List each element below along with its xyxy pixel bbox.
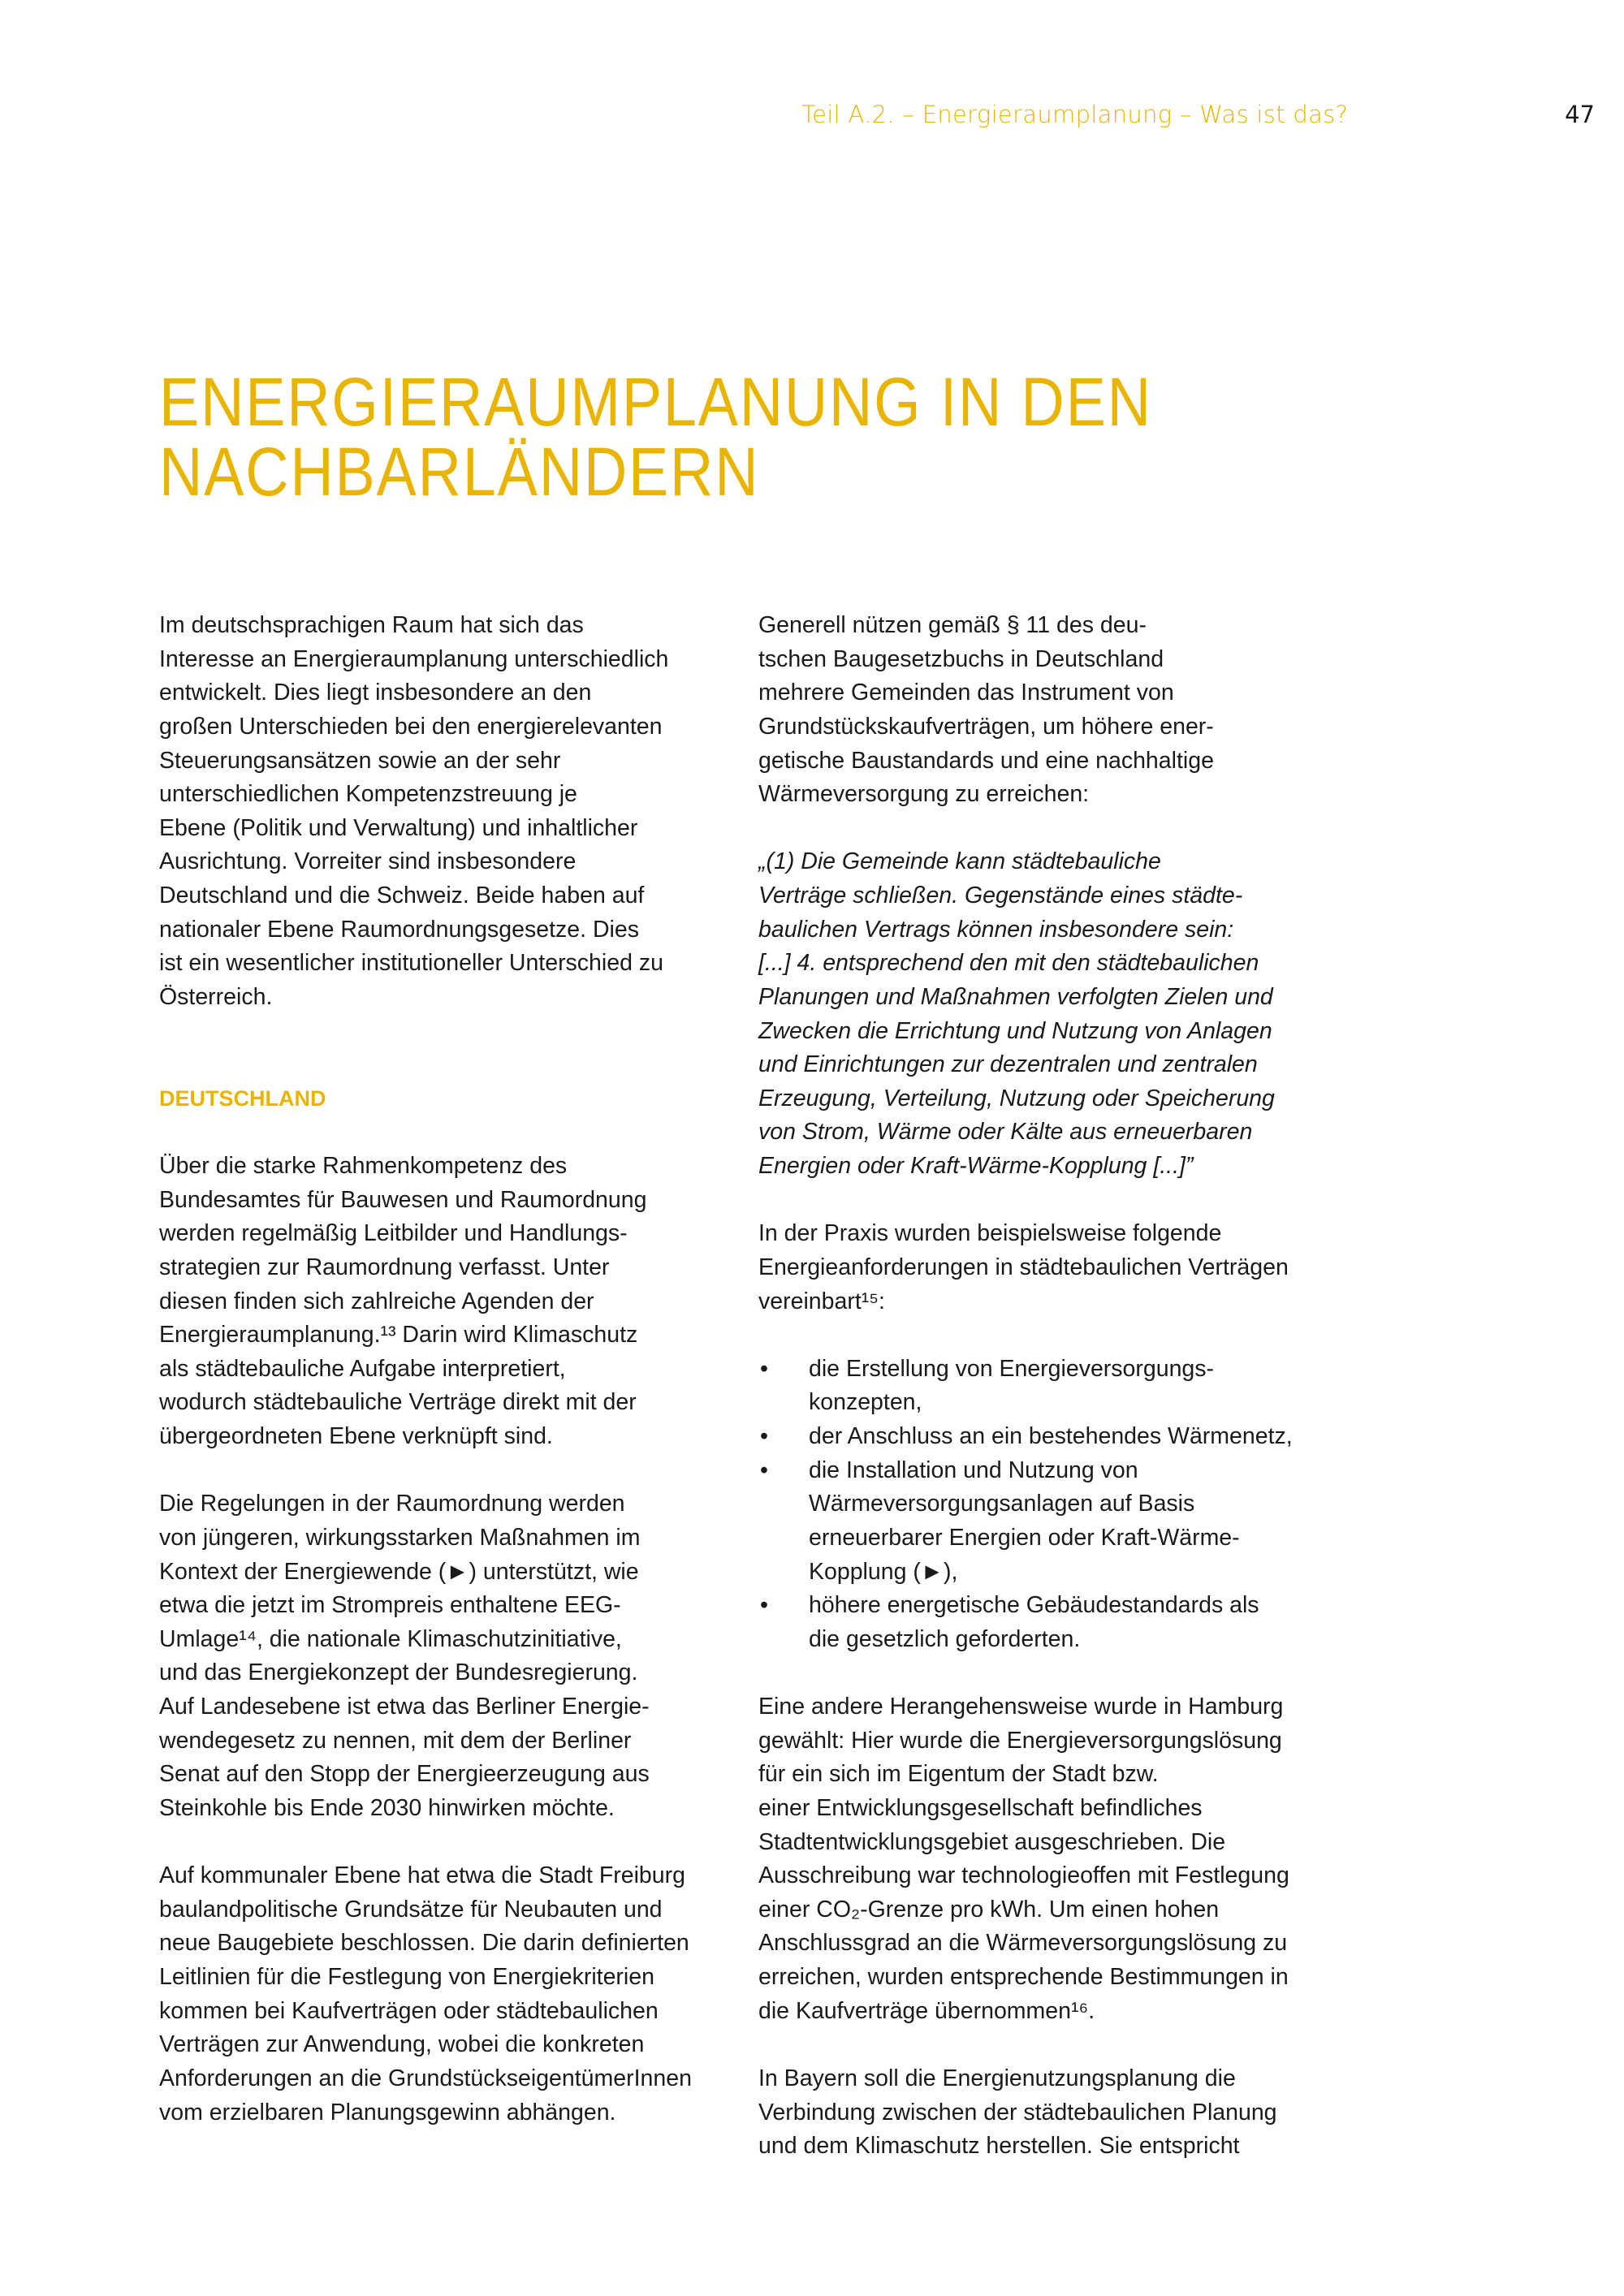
bullet-item: [758, 1420, 1343, 1454]
bullet-line-text: Wärmeversorgungsanlagen auf Basis: [809, 1491, 1195, 1517]
bullet-item: [758, 1353, 1343, 1420]
paragraph: [758, 609, 1343, 812]
paragraph: [159, 1859, 728, 2130]
right-column: [758, 609, 1343, 2164]
spacer: [159, 1116, 728, 1150]
text-line: etwa die jetzt im Strompreis enthaltene EEG-: [159, 1592, 621, 1619]
text-line: Interesse an Energieraumplanung unterschiedlich: [159, 645, 669, 672]
text-line: und dem Klimaschutz herstellen. Sie entspricht: [758, 2133, 1240, 2160]
text-line: Österreich.: [159, 983, 273, 1010]
text-line: tschen Baugesetzbuchs in Deutschland: [758, 645, 1164, 672]
text-line: nationaler Ebene Raumordnungsgesetze. Dies: [159, 916, 639, 943]
bullet-text: der Anschluss an ein bestehendes Wärmenetz,: [809, 1423, 1293, 1449]
text-line: In Bayern soll die Energienutzungsplanung die: [758, 2065, 1236, 2091]
text-line: Verbindung zwischen der städtebaulichen Planung: [758, 2099, 1277, 2126]
spacer: [159, 1826, 728, 1860]
text-line: unterschiedlichen Kompetenzstreuung je: [159, 781, 577, 808]
text-line: baulandpolitische Grundsätze für Neubauten und: [159, 1896, 663, 1923]
paragraph: [758, 1690, 1343, 2028]
text-line: baulichen Vertrags können insbesondere sein:: [758, 916, 1234, 943]
text-line: Zwecken die Errichtung und Nutzung von Anlagen: [758, 1017, 1272, 1044]
running-head: Teil A.2. – Energieraumplanung – Was ist das?: [801, 101, 1349, 128]
paragraph: [159, 1150, 728, 1454]
page-title: [159, 364, 1152, 510]
paragraph: [758, 1217, 1343, 1318]
bullet-list: [758, 1353, 1343, 1657]
text-line: einer Entwicklungsgesellschaft befindliches: [758, 1794, 1203, 1821]
text-line: Erzeugung, Verteilung, Nutzung oder Speicherung: [758, 1085, 1275, 1111]
bullet-icon: •: [760, 1457, 768, 1483]
bullet-icon: •: [760, 1592, 768, 1619]
bullet-item: [758, 1454, 1343, 1590]
bullet-line-text: erneuerbarer Energien oder Kraft-Wärme-: [809, 1524, 1240, 1551]
text-line: Energieraumplanung.¹³ Darin wird Klimaschutz: [159, 1322, 638, 1349]
text-line: mehrere Gemeinden das Instrument von: [758, 680, 1174, 706]
text-line: für ein sich im Eigentum der Stadt bzw.: [758, 1761, 1159, 1788]
text-line: vereinbart¹⁵:: [758, 1288, 885, 1314]
spacer: [758, 1656, 1343, 1690]
text-line: Wärmeversorgung zu erreichen:: [758, 781, 1090, 808]
bullet-line-text: Kopplung (►),: [809, 1558, 958, 1585]
text-line: Senat auf den Stopp der Energieerzeugung aus: [159, 1761, 650, 1788]
text-line: werden regelmäßig Leitbilder und Handlungs-: [159, 1220, 628, 1247]
bullet-line-text: [758, 1353, 1343, 1387]
text-line: Ausrichtung. Vorreiter sind insbesondere: [159, 848, 577, 875]
text-line: Stadtentwicklungsgebiet ausgeschrieben. Die: [758, 1828, 1226, 1855]
text-line: wendegesetz zu nennen, mit dem der Berliner: [159, 1727, 632, 1754]
page-number: 47: [1565, 101, 1595, 128]
text-line: und das Energiekonzept der Bundesregierung.: [159, 1659, 638, 1686]
text-line: entwickelt. Dies liegt insbesondere an den: [159, 680, 592, 706]
text-line: einer CO₂-Grenze pro kWh. Um einen hohen: [758, 1896, 1220, 1923]
text-line: Die Regelungen in der Raumordnung werden: [159, 1491, 625, 1517]
bullet-line-text: [758, 1454, 1343, 1488]
text-line: Steuerungsansätzen sowie an der sehr: [159, 747, 561, 774]
text-line: Ausschreibung war technologieoffen mit Festlegung: [758, 1862, 1289, 1889]
text-line: Energieanforderungen in städtebaulichen Verträgen: [758, 1254, 1289, 1280]
text-line: Anschlussgrad an die Wärmeversorgungslösung zu: [758, 1930, 1288, 1957]
law-quote: [758, 845, 1343, 1183]
text-line: Auf kommunaler Ebene hat etwa die Stadt Freiburg: [159, 1862, 685, 1889]
bullet-text: die Installation und Nutzung von: [809, 1457, 1138, 1483]
text-line: [...] 4. entsprechend den mit den städtebaulichen: [758, 950, 1259, 977]
text-line: strategien zur Raumordnung verfasst. Unter: [159, 1254, 610, 1280]
text-line: getische Baustandards und eine nachhaltige: [758, 747, 1214, 774]
text-line: erreichen, wurden entsprechende Bestimmungen in: [758, 1964, 1289, 1990]
spacer: [159, 1048, 728, 1082]
bullet-icon: •: [760, 1423, 768, 1449]
bullet-item: [758, 1589, 1343, 1656]
text-line: Verträgen zur Anwendung, wobei die konkreten: [159, 2031, 645, 2058]
text-line: Planungen und Maßnahmen verfolgten Zielen und: [758, 983, 1273, 1010]
text-line: Grundstückskaufverträgen, um höhere ener-: [758, 713, 1214, 740]
text-line: Steinkohle bis Ende 2030 hinwirken möchte.: [159, 1794, 615, 1821]
bullet-line-text: [758, 1420, 1343, 1454]
text-line: Im deutschsprachigen Raum hat sich das: [159, 612, 584, 638]
text-line: Auf Landesebene ist etwa das Berliner Energie-: [159, 1694, 650, 1720]
left-column: [159, 609, 728, 2130]
text-line: als städtebauliche Aufgabe interpretiert,: [159, 1355, 566, 1382]
text-line: diesen finden sich zahlreiche Agenden der: [159, 1288, 594, 1314]
title-line: ENERGIERAUMPLANUNG IN DEN: [159, 364, 1152, 440]
text-line: Bundesamtes für Bauwesen und Raumordnung: [159, 1186, 647, 1213]
spacer: [758, 2028, 1343, 2062]
text-line: „(1) Die Gemeinde kann städtebauliche: [758, 848, 1161, 875]
section-heading: [159, 1082, 728, 1116]
text-line: Deutschland und die Schweiz. Beide haben auf: [159, 883, 645, 908]
spacer: [758, 1184, 1343, 1218]
text-line: übergeordneten Ebene verknüpft sind.: [159, 1423, 553, 1449]
bullet-line-text: konzepten,: [809, 1389, 922, 1416]
text-line: Umlage¹⁴, die nationale Klimaschutzinitiative,: [159, 1625, 622, 1652]
text-line: Verträge schließen. Gegenstände eines städte-: [758, 883, 1243, 908]
bullet-line-text: die gesetzlich geforderten.: [809, 1625, 1081, 1652]
bullet-icon: •: [760, 1355, 768, 1382]
text-line: gewählt: Hier wurde die Energieversorgungslösung: [758, 1727, 1282, 1754]
text-line: von Strom, Wärme oder Kälte aus erneuerbaren: [758, 1119, 1253, 1146]
text-line: Anforderungen an die GrundstückseigentümerInnen: [159, 2065, 692, 2091]
text-line: Eine andere Herangehensweise wurde in Hamburg: [758, 1694, 1284, 1720]
bullet-line-text: [758, 1589, 1343, 1623]
text-line: Ebene (Politik und Verwaltung) und inhaltlicher: [159, 814, 638, 841]
text-line: Energien oder Kraft-Wärme-Kopplung [...]”: [758, 1153, 1194, 1179]
spacer: [758, 812, 1343, 846]
text-line: DEUTSCHLAND: [159, 1085, 326, 1111]
bullet-text: höhere energetische Gebäudestandards als: [809, 1592, 1259, 1619]
spacer: [159, 1015, 728, 1049]
paragraph: [159, 1487, 728, 1825]
title-line: NACHBARLÄNDERN: [159, 434, 760, 510]
text-line: die Kaufverträge übernommen¹⁶.: [758, 1997, 1095, 2024]
bullet-text: die Erstellung von Energieversorgungs-: [809, 1355, 1215, 1382]
text-line: ist ein wesentlicher institutioneller Unterschied zu: [159, 950, 663, 977]
text-line: von jüngeren, wirkungsstarken Maßnahmen im: [159, 1524, 641, 1551]
text-line: In der Praxis wurden beispielsweise folgende: [758, 1220, 1222, 1247]
text-line: vom erzielbaren Planungsgewinn abhängen.: [159, 2099, 616, 2126]
text-line: neue Baugebiete beschlossen. Die darin definierten: [159, 1930, 689, 1957]
text-line: Über die starke Rahmenkompetenz des: [159, 1153, 568, 1179]
paragraph: [159, 609, 728, 1015]
spacer: [159, 1454, 728, 1488]
text-line: und Einrichtungen zur dezentralen und zentralen: [758, 1051, 1258, 1078]
text-line: kommen bei Kaufverträgen oder städtebaulichen: [159, 1997, 659, 2024]
text-line: Generell nützen gemäß § 11 des deu-: [758, 612, 1147, 638]
spacer: [758, 1318, 1343, 1353]
text-line: Leitlinien für die Festlegung von Energiekriterien: [159, 1964, 654, 1990]
paragraph: [758, 2062, 1343, 2164]
text-line: Kontext der Energiewende (►) unterstützt, wie: [159, 1558, 639, 1585]
text-line: wodurch städtebauliche Verträge direkt mit der: [159, 1389, 637, 1416]
text-line: großen Unterschieden bei den energierelevanten: [159, 713, 663, 740]
